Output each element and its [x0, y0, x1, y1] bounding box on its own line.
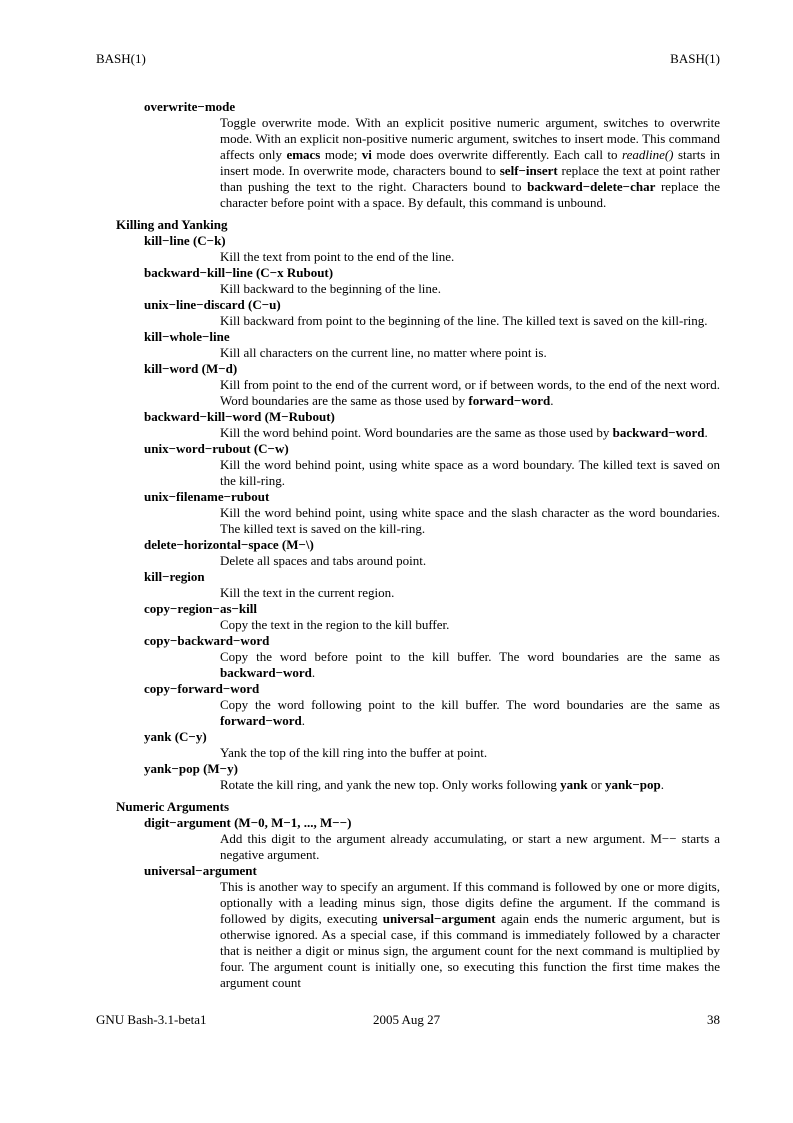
desc-text: . — [704, 425, 708, 440]
desc-ref: yank — [560, 777, 588, 792]
desc-emacs: emacs — [286, 147, 321, 162]
entry-term: overwrite−mode — [144, 99, 236, 114]
page-footer — [96, 1012, 720, 1028]
entry-term: kill−region — [144, 569, 205, 584]
footer-date: 2005 Aug 27 — [373, 1012, 441, 1027]
entry-delete-horizontal-space — [144, 537, 720, 569]
entry-description: Copy the text in the region to the kill buffer. — [220, 617, 450, 632]
desc-text: replace the character before point with a space. By default, this command is unbound. — [220, 179, 720, 210]
desc-text: Copy the word following point to the kill buffer. The word boundaries are the same as — [220, 697, 720, 712]
entry-term: yank (C−y) — [144, 729, 207, 744]
entry-term: copy−region−as−kill — [144, 601, 257, 616]
desc-text: . — [301, 713, 306, 728]
entry-unix-word-rubout — [144, 441, 720, 489]
desc-text: or — [587, 777, 605, 792]
entry-backward-kill-word — [144, 409, 720, 441]
desc-text: Rotate the kill ring, and yank the new top. Only works following — [220, 777, 561, 792]
entry-description — [220, 377, 720, 409]
desc-ref: yank−pop — [604, 777, 661, 792]
entry-description — [220, 425, 720, 441]
entry-description: Kill all characters on the current line, no matter where point is. — [220, 345, 547, 360]
entry-overwrite-mode — [144, 99, 720, 211]
desc-text: . — [660, 777, 665, 792]
entry-term: kill−line (C−k) — [144, 233, 226, 248]
entry-description: Kill backward from point to the beginning of the line. The killed text is saved on the kill-ring. — [220, 313, 708, 328]
entry-term: copy−backward−word — [144, 633, 270, 648]
desc-ref: universal−argument — [382, 911, 496, 926]
entry-term: digit−argument (M−0, M−1, ..., M−−) — [144, 815, 352, 830]
desc-text: replace the text at point rather than pushing the text to the right. Characters bound to — [220, 163, 721, 194]
entry-description: Kill backward to the beginning of the line. — [220, 281, 441, 296]
desc-ref: backward−word — [220, 665, 312, 680]
page-number: 38 — [707, 1012, 720, 1027]
desc-text: This is another way to specify an argument. If this command is followed by one or more digits, optionally with a leading minus sign, those digits define the argument. If the command is followed by digits, executing — [220, 879, 720, 926]
entry-description — [220, 777, 720, 793]
desc-text: Copy the word before point to the kill buffer. The word boundaries are the same as — [220, 649, 720, 664]
entry-description: Kill the text in the current region. — [220, 585, 395, 600]
desc-text: . — [311, 665, 316, 680]
footer-left: GNU Bash-3.1-beta1 — [96, 1012, 207, 1027]
desc-ref: backward−word — [612, 425, 705, 440]
entry-term: universal−argument — [144, 863, 257, 878]
entry-description — [220, 649, 720, 681]
entry-description: Delete all spaces and tabs around point. — [220, 553, 427, 568]
header-right: BASH(1) — [670, 51, 720, 66]
header-left: BASH(1) — [96, 51, 146, 66]
entry-term: unix−filename−rubout — [144, 489, 270, 504]
entry-term: kill−word (M−d) — [144, 361, 238, 376]
entry-description: Kill the word behind point, using white space and the slash character as the word boundaries. The killed text is saved on the kill-ring. — [220, 505, 720, 536]
entry-description: Add this digit to the argument already accumulating, or start a new argument. M−− starts a negative argument. — [220, 831, 720, 862]
man-page-body — [116, 99, 720, 991]
entry-unix-line-discard — [144, 297, 720, 329]
entry-yank — [144, 729, 720, 761]
entry-description: Kill the text from point to the end of the line. — [220, 249, 455, 264]
desc-text: mode; — [320, 147, 362, 162]
entry-term: unix−word−rubout (C−w) — [144, 441, 289, 456]
entry-description: Kill the word behind point, using white space as a word boundary. The killed text is saved on the kill-ring. — [220, 457, 720, 488]
entry-universal-argument — [144, 863, 720, 991]
entry-copy-forward-word — [144, 681, 720, 729]
desc-text: Kill from point to the end of the current word, or if between words, to the end of the next word. Word boundaries are the same as those used by — [220, 377, 720, 408]
desc-text: starts in insert mode. In overwrite mode, characters bound to — [220, 147, 720, 178]
entry-term: backward−kill−line (C−x Rubout) — [144, 265, 334, 280]
entry-kill-region — [144, 569, 720, 601]
section-heading-numeric-arguments: Numeric Arguments — [116, 799, 230, 814]
desc-text: mode does overwrite differently. Each call to — [371, 147, 623, 162]
desc-text: again ends the numeric argument, but is otherwise ignored. As a special case, if this command is immediately followed by a character that is neither a digit or minus sign, the argument count for the next command is multiplied by four. The argument count is initially one, so executing this function the first time makes the argument count — [220, 911, 720, 990]
page-header — [96, 51, 720, 67]
entry-term: copy−forward−word — [144, 681, 260, 696]
desc-readline: readline() — [622, 147, 674, 162]
entry-term: yank−pop (M−y) — [144, 761, 238, 776]
entry-term: kill−whole−line — [144, 329, 230, 344]
entry-description: Yank the top of the kill ring into the buffer at point. — [220, 745, 488, 760]
entry-yank-pop — [144, 761, 720, 793]
entry-kill-line — [144, 233, 720, 265]
entry-kill-word — [144, 361, 720, 409]
desc-ref: forward−word — [220, 713, 302, 728]
desc-text: Toggle overwrite mode. With an explicit positive numeric argument, switches to overwrite mode. With an explicit non-positive numeric argument, switches to insert mode. This command affects only — [220, 115, 720, 162]
desc-ref: forward−word — [468, 393, 551, 408]
desc-text: Kill the word behind point. Word boundaries are the same as those used by — [220, 425, 613, 440]
desc-vi: vi — [361, 147, 372, 162]
entry-term: backward−kill−word (M−Rubout) — [144, 409, 335, 424]
entry-description — [220, 879, 720, 991]
entry-backward-kill-line — [144, 265, 720, 297]
entry-description — [220, 697, 720, 729]
entry-copy-region-as-kill — [144, 601, 720, 633]
entry-term: unix−line−discard (C−u) — [144, 297, 281, 312]
entry-description — [220, 115, 720, 211]
desc-self-insert: self−insert — [499, 163, 558, 178]
desc-text: . — [550, 393, 554, 408]
desc-backward-delete-char: backward−delete−char — [527, 179, 656, 194]
entry-kill-whole-line — [144, 329, 720, 361]
entry-digit-argument — [144, 815, 720, 863]
section-heading-killing-and-yanking: Killing and Yanking — [116, 217, 228, 232]
entry-term: delete−horizontal−space (M−\) — [144, 537, 314, 552]
entry-copy-backward-word — [144, 633, 720, 681]
entry-unix-filename-rubout — [144, 489, 720, 537]
